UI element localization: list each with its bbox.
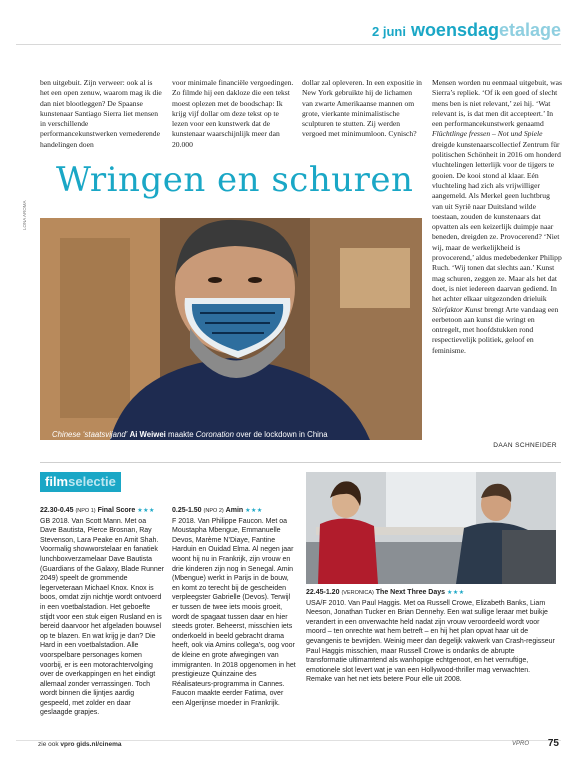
film-channel: (NPO 2) (203, 508, 224, 514)
footer-prefix: zie ook (38, 741, 59, 748)
film-section-divider (40, 462, 561, 463)
article-column-2: voor minimale financiële vergoedingen. Zo filmde hij een dakloze die een tekst moest oplezen met de boodschap: Ik krijg vijf dollar om deze tekst op te lezen voor een kunstwerk dat de kunstenaar waarschijnlijk meer dan 20.000 (172, 78, 294, 149)
film-stars: ★★★ (137, 508, 155, 514)
side-text-a: Mensen worden nu eenmaal uitgebuit, was Sierra’s repliek. ‘Of ik een goed of slecht mens ben is niet relevant,’ zei hij. ‘Wat relevant is, is dat men dit accepteert.’ In een performancekunstwerk genaamd (432, 78, 562, 129)
badge-selectie: selectie (68, 474, 116, 489)
film-item-amin (172, 506, 296, 708)
caption-suffix: over de lockdown in China (236, 430, 328, 439)
article-column-1: ben uitgebuit. Zijn verweer: ook al is het een open zenuw, waarom mag ik die dan niet blootleggen? De Spaanse kunstenaar Santiago Sierra liet mensen in verschillende performancekunstwerken vernederende handelingen doen (40, 78, 162, 149)
film-time: 0.25-1.50 (172, 507, 202, 514)
article-photo (40, 218, 422, 440)
film-item-next-three-days (306, 588, 556, 685)
page-number: 75 (547, 738, 559, 749)
film-channel: (VERONICA) (341, 590, 374, 596)
caption-name: Ai Weiwei (129, 430, 166, 439)
footer-reference (38, 741, 121, 748)
film-stars: ★★★ (245, 508, 263, 514)
badge-film: film (45, 474, 69, 489)
footer-url-link[interactable]: vpro gids.nl/cinema (60, 741, 122, 748)
side-work-title-1: Flüchtlinge fressen – Not und Spiele (432, 129, 543, 139)
header-section-accent: etalage (498, 20, 561, 40)
film-title: Amin (225, 507, 244, 514)
film-title: The Next Three Days (375, 589, 446, 596)
article-side-column (432, 78, 562, 356)
caption-prefix: Chinese ‘staatsvijand’ (52, 430, 128, 439)
film-body: USA/F 2010. Van Paul Haggis. Met oa Russell Crowe, Elizabeth Banks, Liam Neeson, Jonathan Tucker en Brian Dennehy. Een wat sullige leraar met buikje verandert in een onverwachte held nadat zijn vrouw veroordeeld wordt voor moord – ten onrechte wat hem betreft – en hij het plan opvat haar uit de gevangenis te bevrijden. Weinig meer dan degelijk vakwerk van Crash-regisseur Paul Haggis misschien, maar Russell Crowe is ondanks de abrupte transformatie ultimamtend als wanhopige echtgenoot, en het vernuftige, emotionele slot levert wat je van een Hollywood-thriller mag verwachten. Remake van het net iets betere Pour elle uit 2008. (306, 599, 555, 684)
film-time: 22.30-0.45 (40, 507, 74, 514)
header-divider (16, 44, 561, 45)
caption-work: Coronation (195, 430, 234, 439)
side-text-b: dreigde kunstenaarscollectief Zentrum für politischen Schönheit in 2016 om honderd vluchtelingen letterlijk voor de tijgers te gooien. De kooi stond al klaar. Eén vluchteling had zich als vrijwilliger aangemeld. Als Merkel geen luchtbrug van uit Syrië naar Duitsland wilde toestaan, zouden de kunstenaars dat opvatten als een keizerlijk duimpje naar beneden, dreigden ze. Provocerend? ‘Niet wij, maar de werkelijkheid is provocerend,’ aldus medebedenker Philipp Ruch. ‘Wij tonen dat slechts aan.’ Kunst mag schuren, zeggen ze. Maar als het dat doet, is niet iedereen daarvan gediend. In het achter elkaar uitgezonden drieluik (432, 139, 562, 304)
header-section-main: woensdag (410, 20, 499, 40)
caption-mid: maakte (168, 430, 194, 439)
section-header (372, 20, 561, 41)
side-work-title-2: Störfaktor Kunst (432, 304, 483, 314)
photo-credit: LONA AROMA (22, 200, 27, 230)
article-author: DAAN SCHNEIDER (493, 442, 557, 449)
article-headline: Wringen en schuren (56, 160, 414, 200)
article-column-3: dollar zal opleveren. In een expositie in New York gebruikte hij de lichamen van zwarte Amerikaanse mannen om grote, vierkante minimalistische sculpturen te stutten. Zij werden vergoed met minimumloon. Cynisch? (302, 78, 422, 139)
film-channel: (NPO 1) (75, 508, 96, 514)
film-still-image (306, 472, 556, 584)
photo-caption (52, 430, 412, 439)
film-section-badge (40, 472, 121, 492)
film-title: Final Score (97, 507, 136, 514)
vpro-logo: VPRO (512, 741, 530, 747)
film-stars: ★★★ (446, 590, 465, 596)
side-text-c: brengt Arte vandaag een eerbetoon aan kunst die wringt en ontregelt, met hoofdstukken rond respectievelijk politiek, geloof en feminisme. (432, 304, 559, 355)
film-body: GB 2018. Van Scott Mann. Met oa Dave Bautista, Pierce Brosnan, Ray Stevenson, Lara Peake en Amit Shah. Voormalig showworstelaar en fanatiek lunchboxverzamelaar Dave Bautista (Guardians of the Galaxy, Blade Runner 2049) speelt de grommende legerveteraan Michael Knox. Knox is boos, omdat zijn nichtje wordt ontvoerd in een voetbalstadion. Het geboefte stijdt voor een stuk eigen Rusland en is bereid daarvoor het afgeladen bouwsel op te blazen. En wat krijg je dan? Die Hard in een voetbalstadion. Alle voorspelbare personages komen voorbij, er is een motorachtervolging over de overkappingen en het eindigt allemaal zonder verrassingen. Toch wordt binnen die lijntjes aardig gespeeld, met zolder en daar geslaagde grapjes. (40, 517, 164, 717)
film-item-final-score (40, 506, 164, 718)
header-date: 2 juni (371, 24, 406, 39)
film-body: F 2018. Van Philippe Faucon. Met oa Moustapha Mbengue, Emmanuelle Devos, Marème N’Diaye, Fantine Harduin en Ouidad Elma. Al negen jaar woont hij nu in Frankrijk, zijn vrouw en drie kinderen zijn nog in Senegal. Amin (Mbengue) werkt in Parijs in de bouw, en komt zo terecht bij de gescheiden verpleegster Gabrielle (Devos). Terwijl er tussen de twee iets moois groeit, wordt de spagaat tussen daar en hier steeds groter. Beheerst, misschien iets onderkoeld in beeld gebracht drama heeft, ook via Amins collega’s, oog voor de kleine en grote afwegingen van immigranten. In 2018 opgenomen in het prestigieuze Quinzaine des Réalisateurs-programma in Cannes. Faucon maakte eerder Fatima, over een Algerijnse moeder in Frankrijk. (172, 517, 296, 707)
film-time: 22.45-1.20 (306, 589, 340, 596)
